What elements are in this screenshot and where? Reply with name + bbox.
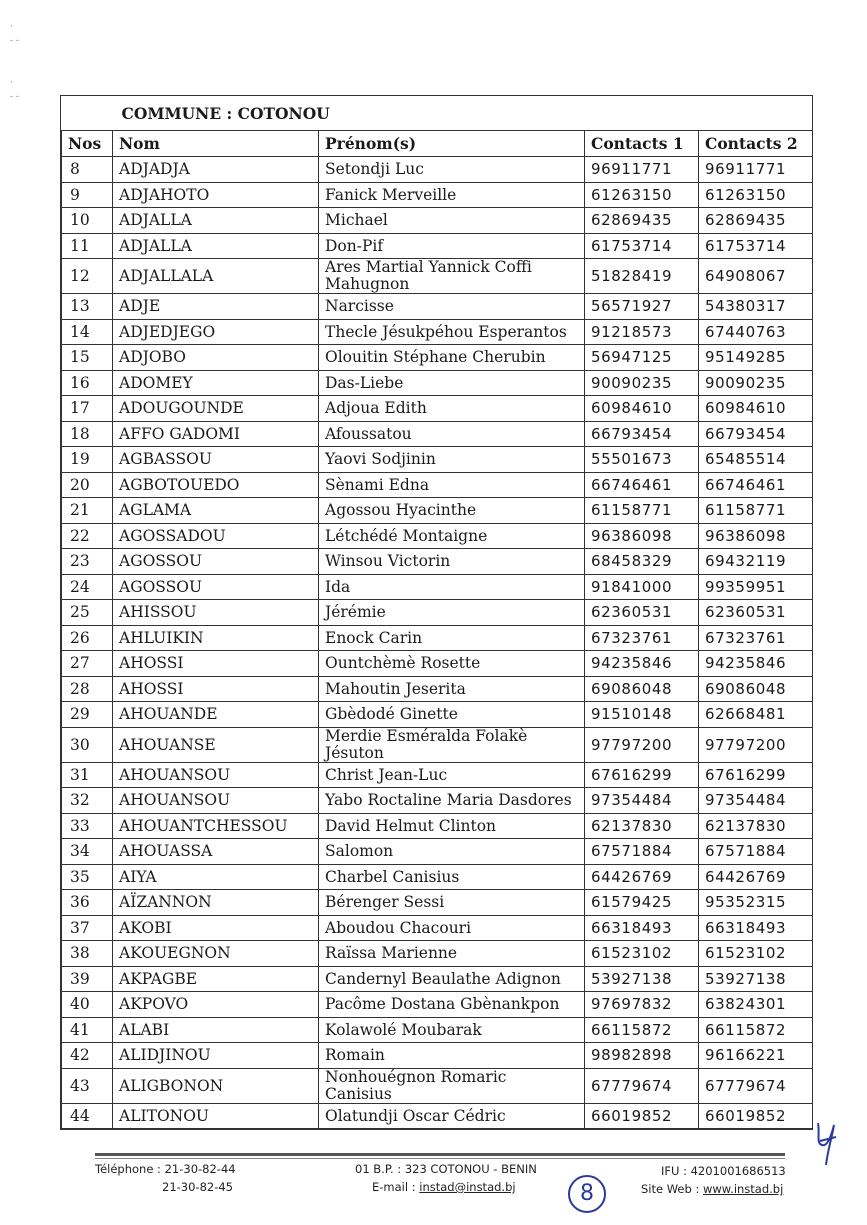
table-row [62, 549, 813, 575]
row-contact-1: 67571884 [585, 839, 699, 865]
row-prenoms: Mahoutin Jeserita [319, 676, 585, 702]
row-contact-1: 53927138 [585, 966, 699, 992]
row-contact-2: 62869435 [699, 208, 813, 234]
row-nom: ADJEDJEGO [113, 319, 319, 345]
table-row [62, 839, 813, 865]
row-nom: ADOUGOUNDE [113, 396, 319, 422]
row-contact-1: 67616299 [585, 762, 699, 788]
row-contact-1: 60984610 [585, 396, 699, 422]
row-number: 37 [62, 915, 113, 941]
row-nom: AKPAGBE [113, 966, 319, 992]
row-number: 40 [62, 992, 113, 1018]
table-row [62, 625, 813, 651]
row-contact-2: 61753714 [699, 233, 813, 259]
footer-phone: Téléphone : 21-30-82-44 [95, 1162, 236, 1176]
row-prenoms: Enock Carin [319, 625, 585, 651]
table-row [62, 498, 813, 524]
row-number: 11 [62, 233, 113, 259]
row-nom: ADOMEY [113, 370, 319, 396]
row-prenoms: Létchédé Montaigne [319, 523, 585, 549]
row-prenoms: Candernyl Beaulathe Adignon [319, 966, 585, 992]
row-contact-1: 62137830 [585, 813, 699, 839]
row-prenoms: Olouitin Stéphane Cherubin [319, 345, 585, 371]
table-row [62, 1103, 813, 1129]
row-contact-2: 62668481 [699, 702, 813, 728]
row-contact-1: 56947125 [585, 345, 699, 371]
row-number: 25 [62, 600, 113, 626]
row-nom: AHOSSI [113, 651, 319, 677]
table-row [62, 472, 813, 498]
row-contact-2: 66019852 [699, 1103, 813, 1129]
row-prenoms: Merdie Esméralda Folakè Jésuton [319, 727, 585, 762]
row-contact-1: 66746461 [585, 472, 699, 498]
table-row [62, 941, 813, 967]
row-contact-1: 98982898 [585, 1043, 699, 1069]
row-prenoms: Pacôme Dostana Gbènankpon [319, 992, 585, 1018]
row-number: 8 [62, 157, 113, 183]
signature-mark [812, 1115, 842, 1170]
row-contact-1: 61263150 [585, 182, 699, 208]
row-nom: ADJALLA [113, 233, 319, 259]
footer-divider [95, 1153, 785, 1156]
row-prenoms: Ountchèmè Rosette [319, 651, 585, 677]
row-number: 26 [62, 625, 113, 651]
footer-site-label: Site Web : [641, 1182, 703, 1196]
row-nom: ALITONOU [113, 1103, 319, 1129]
table-row [62, 574, 813, 600]
row-nom: AHLUIKIN [113, 625, 319, 651]
row-contact-2: 66115872 [699, 1017, 813, 1043]
row-prenoms: Sènami Edna [319, 472, 585, 498]
row-prenoms: Fanick Merveille [319, 182, 585, 208]
row-nom: AKPOVO [113, 992, 319, 1018]
row-contact-2: 53927138 [699, 966, 813, 992]
row-contact-2: 62360531 [699, 600, 813, 626]
table-row [62, 727, 813, 762]
table-row [62, 157, 813, 183]
row-contact-1: 94235846 [585, 651, 699, 677]
row-number: 9 [62, 182, 113, 208]
row-number: 18 [62, 421, 113, 447]
row-number: 23 [62, 549, 113, 575]
row-contact-2: 69086048 [699, 676, 813, 702]
row-number: 24 [62, 574, 113, 600]
table-body [62, 157, 813, 1129]
row-prenoms: Ida [319, 574, 585, 600]
row-number: 39 [62, 966, 113, 992]
row-number: 36 [62, 890, 113, 916]
row-contact-2: 99359951 [699, 574, 813, 600]
table-row [62, 319, 813, 345]
table-row [62, 447, 813, 473]
row-prenoms: Salomon [319, 839, 585, 865]
header-row [62, 131, 813, 157]
table-row [62, 676, 813, 702]
row-contact-2: 97797200 [699, 727, 813, 762]
row-contact-2: 64426769 [699, 864, 813, 890]
row-number: 20 [62, 472, 113, 498]
row-number: 31 [62, 762, 113, 788]
row-contact-1: 97797200 [585, 727, 699, 762]
row-contact-1: 96386098 [585, 523, 699, 549]
row-contact-1: 97697832 [585, 992, 699, 1018]
row-prenoms: Olatundji Oscar Cédric [319, 1103, 585, 1129]
row-number: 35 [62, 864, 113, 890]
row-number: 10 [62, 208, 113, 234]
row-contact-1: 66793454 [585, 421, 699, 447]
commune-title: COMMUNE : COTONOU [121, 103, 330, 123]
table-row [62, 600, 813, 626]
row-contact-1: 51828419 [585, 259, 699, 294]
table-row [62, 966, 813, 992]
table-row [62, 788, 813, 814]
row-nom: AGLAMA [113, 498, 319, 524]
row-contact-1: 66019852 [585, 1103, 699, 1129]
row-nom: ADJOBO [113, 345, 319, 371]
table-row [62, 294, 813, 320]
row-prenoms: Yaovi Sodjinin [319, 447, 585, 473]
footer-site [641, 1182, 783, 1196]
row-prenoms: David Helmut Clinton [319, 813, 585, 839]
row-nom: ALIDJINOU [113, 1043, 319, 1069]
row-contact-1: 61579425 [585, 890, 699, 916]
row-contact-1: 56571927 [585, 294, 699, 320]
row-nom: AHOUANSE [113, 727, 319, 762]
row-nom: AHOUANSOU [113, 788, 319, 814]
table-row [62, 182, 813, 208]
row-number: 13 [62, 294, 113, 320]
row-contact-2: 96166221 [699, 1043, 813, 1069]
table-row [62, 651, 813, 677]
row-contact-1: 64426769 [585, 864, 699, 890]
footer-site-link[interactable]: www.instad.bj [703, 1182, 784, 1196]
row-nom: ALIGBONON [113, 1068, 319, 1103]
row-prenoms: Thecle Jésukpéhou Esperantos [319, 319, 585, 345]
row-nom: AIYA [113, 864, 319, 890]
contact-list-table-frame [60, 95, 813, 1130]
row-nom: AGBASSOU [113, 447, 319, 473]
row-contact-2: 96386098 [699, 523, 813, 549]
row-nom: ADJALLA [113, 208, 319, 234]
header-contacts-2: Contacts 2 [699, 131, 813, 157]
row-nom: AGBOTOUEDO [113, 472, 319, 498]
row-prenoms: Das-Liebe [319, 370, 585, 396]
row-contact-2: 69432119 [699, 549, 813, 575]
row-nom: AKOUEGNON [113, 941, 319, 967]
row-number: 38 [62, 941, 113, 967]
row-contact-2: 67571884 [699, 839, 813, 865]
row-number: 14 [62, 319, 113, 345]
row-number: 12 [62, 259, 113, 294]
footer-address: 01 B.P. : 323 COTONOU - BENIN [355, 1162, 537, 1176]
row-nom: AHOUASSA [113, 839, 319, 865]
row-prenoms: Adjoua Edith [319, 396, 585, 422]
table-row [62, 523, 813, 549]
row-contact-2: 65485514 [699, 447, 813, 473]
row-number: 22 [62, 523, 113, 549]
footer-email [372, 1180, 516, 1194]
row-nom: ADJALLALA [113, 259, 319, 294]
row-nom: AHOUANTCHESSOU [113, 813, 319, 839]
row-number: 28 [62, 676, 113, 702]
row-contact-2: 95352315 [699, 890, 813, 916]
row-prenoms: Jérémie [319, 600, 585, 626]
contact-list-table [61, 96, 813, 1129]
table-row [62, 702, 813, 728]
row-nom: ALABI [113, 1017, 319, 1043]
row-contact-2: 64908067 [699, 259, 813, 294]
row-prenoms: Don-Pif [319, 233, 585, 259]
row-contact-2: 63824301 [699, 992, 813, 1018]
row-contact-1: 67323761 [585, 625, 699, 651]
row-nom: AFFO GADOMI [113, 421, 319, 447]
row-contact-1: 69086048 [585, 676, 699, 702]
row-number: 16 [62, 370, 113, 396]
row-number: 33 [62, 813, 113, 839]
row-prenoms: Setondji Luc [319, 157, 585, 183]
table-row [62, 864, 813, 890]
row-nom: AKOBI [113, 915, 319, 941]
row-contact-1: 55501673 [585, 447, 699, 473]
row-contact-1: 62869435 [585, 208, 699, 234]
row-contact-2: 61523102 [699, 941, 813, 967]
row-nom: AHOSSI [113, 676, 319, 702]
row-contact-1: 91510148 [585, 702, 699, 728]
row-number: 29 [62, 702, 113, 728]
row-prenoms: Agossou Hyacinthe [319, 498, 585, 524]
row-contact-1: 66318493 [585, 915, 699, 941]
row-nom: AGOSSADOU [113, 523, 319, 549]
row-prenoms: Nonhouégnon Romaric Canisius [319, 1068, 585, 1103]
row-contact-2: 60984610 [699, 396, 813, 422]
row-contact-2: 67616299 [699, 762, 813, 788]
row-number: 32 [62, 788, 113, 814]
row-number: 19 [62, 447, 113, 473]
row-number: 42 [62, 1043, 113, 1069]
row-contact-1: 61523102 [585, 941, 699, 967]
row-number: 34 [62, 839, 113, 865]
row-contact-2: 66746461 [699, 472, 813, 498]
row-prenoms: Romain [319, 1043, 585, 1069]
row-contact-2: 94235846 [699, 651, 813, 677]
footer-divider-thin [95, 1158, 785, 1159]
row-number: 27 [62, 651, 113, 677]
row-number: 17 [62, 396, 113, 422]
row-nom: AHOUANDE [113, 702, 319, 728]
row-prenoms: Michael [319, 208, 585, 234]
table-row [62, 233, 813, 259]
row-contact-1: 90090235 [585, 370, 699, 396]
row-prenoms: Yabo Roctaline Maria Dasdores [319, 788, 585, 814]
row-number: 30 [62, 727, 113, 762]
row-prenoms: Ares Martial Yannick Coffi Mahugnon [319, 259, 585, 294]
footer-email-link[interactable]: instad@instad.bj [419, 1180, 516, 1194]
row-number: 44 [62, 1103, 113, 1129]
row-prenoms: Raïssa Marienne [319, 941, 585, 967]
row-contact-1: 61158771 [585, 498, 699, 524]
header-nom: Nom [113, 131, 319, 157]
table-row [62, 813, 813, 839]
row-contact-2: 67323761 [699, 625, 813, 651]
row-nom: AHOUANSOU [113, 762, 319, 788]
row-nom: AÏZANNON [113, 890, 319, 916]
row-contact-1: 96911771 [585, 157, 699, 183]
footer-email-label: E-mail : [372, 1180, 420, 1194]
table-row [62, 396, 813, 422]
row-contact-2: 66318493 [699, 915, 813, 941]
row-prenoms: Winsou Victorin [319, 549, 585, 575]
row-contact-2: 54380317 [699, 294, 813, 320]
table-row [62, 1068, 813, 1103]
row-contact-2: 96911771 [699, 157, 813, 183]
table-row [62, 421, 813, 447]
row-prenoms: Narcisse [319, 294, 585, 320]
row-contact-1: 66115872 [585, 1017, 699, 1043]
row-contact-2: 67779674 [699, 1068, 813, 1103]
row-nom: AHISSOU [113, 600, 319, 626]
row-prenoms: Afoussatou [319, 421, 585, 447]
row-nom: ADJADJA [113, 157, 319, 183]
header-nos: Nos [62, 131, 113, 157]
row-contact-1: 97354484 [585, 788, 699, 814]
table-row [62, 890, 813, 916]
table-row [62, 345, 813, 371]
row-number: 21 [62, 498, 113, 524]
row-nom: ADJE [113, 294, 319, 320]
row-number: 15 [62, 345, 113, 371]
row-contact-2: 62137830 [699, 813, 813, 839]
row-contact-1: 68458329 [585, 549, 699, 575]
header-contacts-1: Contacts 1 [585, 131, 699, 157]
footer-phone-2: 21-30-82-45 [162, 1180, 233, 1194]
row-contact-2: 90090235 [699, 370, 813, 396]
row-contact-2: 66793454 [699, 421, 813, 447]
table-row [62, 208, 813, 234]
table-row [62, 1043, 813, 1069]
row-contact-2: 95149285 [699, 345, 813, 371]
table-row [62, 370, 813, 396]
row-prenoms: Gbèdodé Ginette [319, 702, 585, 728]
row-contact-2: 61263150 [699, 182, 813, 208]
row-nom: AGOSSOU [113, 549, 319, 575]
row-prenoms: Aboudou Chacouri [319, 915, 585, 941]
row-contact-1: 62360531 [585, 600, 699, 626]
table-row [62, 259, 813, 294]
table-row [62, 915, 813, 941]
table-row [62, 1017, 813, 1043]
row-prenoms: Kolawolé Moubarak [319, 1017, 585, 1043]
row-prenoms: Bérenger Sessi [319, 890, 585, 916]
page-number-stamp: 8 [568, 1175, 606, 1213]
row-nom: ADJAHOTO [113, 182, 319, 208]
row-number: 41 [62, 1017, 113, 1043]
row-number: 43 [62, 1068, 113, 1103]
row-contact-2: 67440763 [699, 319, 813, 345]
row-contact-1: 91218573 [585, 319, 699, 345]
row-prenoms: Charbel Canisius [319, 864, 585, 890]
table-row [62, 992, 813, 1018]
row-contact-1: 61753714 [585, 233, 699, 259]
row-contact-1: 91841000 [585, 574, 699, 600]
footer-ifu: IFU : 4201001686513 [661, 1164, 786, 1178]
header-prenoms: Prénom(s) [319, 131, 585, 157]
row-contact-2: 61158771 [699, 498, 813, 524]
row-prenoms: Christ Jean-Luc [319, 762, 585, 788]
row-nom: AGOSSOU [113, 574, 319, 600]
row-contact-1: 67779674 [585, 1068, 699, 1103]
table-row [62, 762, 813, 788]
row-contact-2: 97354484 [699, 788, 813, 814]
scan-specks: · - - · - - [10, 22, 19, 102]
commune-row [62, 96, 813, 131]
